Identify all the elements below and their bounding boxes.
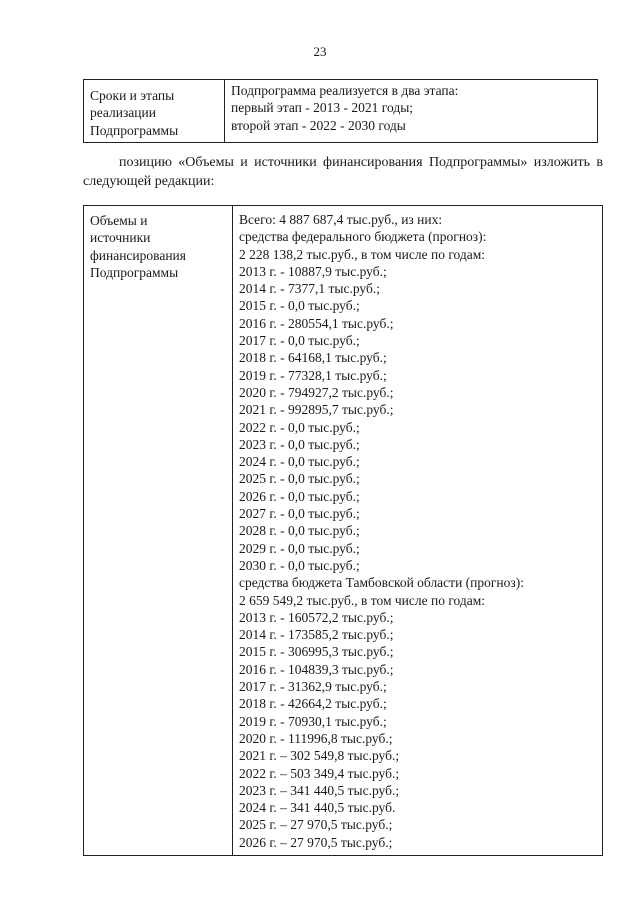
stages-value-cell bbox=[225, 80, 598, 143]
value-line: 2020 г. - 794927,2 тыс.руб.; bbox=[239, 384, 394, 400]
value-line: 2028 г. - 0,0 тыс.руб.; bbox=[239, 523, 360, 539]
value-line: 2013 г. - 160572,2 тыс.руб.; bbox=[239, 609, 394, 625]
value-line: Подпрограмма реализуется в два этапа: bbox=[231, 83, 459, 98]
value-line: 2019 г. - 70930,1 тыс.руб.; bbox=[239, 713, 387, 729]
value-line: 2019 г. - 77328,1 тыс.руб.; bbox=[239, 367, 387, 383]
value-line: 2016 г. - 104839,3 тыс.руб.; bbox=[239, 661, 394, 677]
value-line: 2020 г. - 111996,8 тыс.руб.; bbox=[239, 730, 393, 746]
label-line: источники bbox=[90, 230, 151, 246]
value-line: 2015 г. - 306995,3 тыс.руб.; bbox=[239, 644, 394, 660]
value-line: 2018 г. - 42664,2 тыс.руб.; bbox=[239, 696, 387, 712]
value-line: 2017 г. - 31362,9 тыс.руб.; bbox=[239, 679, 387, 695]
stages-label-cell bbox=[84, 80, 225, 143]
label-line: Сроки и этапы bbox=[90, 88, 175, 103]
value-line: 2 228 138,2 тыс.руб., в том числе по годам: bbox=[239, 246, 486, 262]
table-row bbox=[84, 80, 598, 143]
value-line: 2022 г. – 503 349,4 тыс.руб.; bbox=[239, 765, 400, 781]
finance-label-cell bbox=[84, 206, 233, 856]
value-line: 2030 г. - 0,0 тыс.руб.; bbox=[239, 557, 360, 573]
value-line: 2024 г. - 0,0 тыс.руб.; bbox=[239, 454, 360, 470]
table-row bbox=[84, 206, 603, 856]
value-line: второй этап - 2022 - 2030 годы bbox=[231, 117, 406, 133]
value-line: первый этап - 2013 - 2021 годы; bbox=[231, 100, 414, 116]
value-line: 2023 г. – 341 440,5 тыс.руб.; bbox=[239, 782, 400, 798]
label-line: Объемы и bbox=[90, 213, 148, 228]
label-line: Подпрограммы bbox=[90, 122, 179, 138]
label-line: Подпрограммы bbox=[90, 264, 179, 280]
value-line: 2025 г. – 27 970,5 тыс.руб.; bbox=[239, 817, 393, 833]
page-number: 23 bbox=[313, 44, 327, 59]
label-line: реализации bbox=[90, 105, 156, 121]
value-line: 2026 г. - 0,0 тыс.руб.; bbox=[239, 488, 360, 504]
value-line: 2015 г. - 0,0 тыс.руб.; bbox=[239, 298, 360, 314]
finance-table bbox=[83, 205, 603, 856]
value-line: 2022 г. - 0,0 тыс.руб.; bbox=[239, 419, 360, 435]
value-line: 2017 г. - 0,0 тыс.руб.; bbox=[239, 333, 360, 349]
intro-paragraph: позицию «Объемы и источники финансирования Подпрограммы» изложить в следующей редакции: bbox=[83, 155, 603, 189]
value-line: средства федерального бюджета (прогноз): bbox=[239, 229, 487, 245]
value-line: 2027 г. - 0,0 тыс.руб.; bbox=[239, 506, 360, 522]
value-line: 2018 г. - 64168,1 тыс.руб.; bbox=[239, 350, 387, 366]
value-line: 2025 г. - 0,0 тыс.руб.; bbox=[239, 471, 360, 487]
value-line: 2021 г. – 302 549,8 тыс.руб.; bbox=[239, 748, 400, 764]
value-line: 2024 г. – 341 440,5 тыс.руб. bbox=[239, 800, 396, 816]
value-line: 2 659 549,2 тыс.руб., в том числе по годам: bbox=[239, 592, 486, 608]
value-line: 2023 г. - 0,0 тыс.руб.; bbox=[239, 436, 360, 452]
value-line: 2026 г. – 27 970,5 тыс.руб.; bbox=[239, 834, 393, 850]
value-line: Всего: 4 887 687,4 тыс.руб., из них: bbox=[239, 212, 443, 227]
value-line: 2013 г. - 10887,9 тыс.руб.; bbox=[239, 263, 387, 279]
label-line: финансирования bbox=[90, 247, 186, 263]
stages-table bbox=[83, 79, 598, 143]
value-line: средства бюджета Тамбовской области (прогноз): bbox=[239, 575, 524, 591]
value-line: 2014 г. - 173585,2 тыс.руб.; bbox=[239, 627, 394, 643]
value-line: 2021 г. - 992895,7 тыс.руб.; bbox=[239, 402, 394, 418]
value-line: 2014 г. - 7377,1 тыс.руб.; bbox=[239, 281, 380, 297]
value-line: 2029 г. - 0,0 тыс.руб.; bbox=[239, 540, 360, 556]
finance-value-cell bbox=[233, 206, 603, 856]
value-line: 2016 г. - 280554,1 тыс.руб.; bbox=[239, 315, 394, 331]
